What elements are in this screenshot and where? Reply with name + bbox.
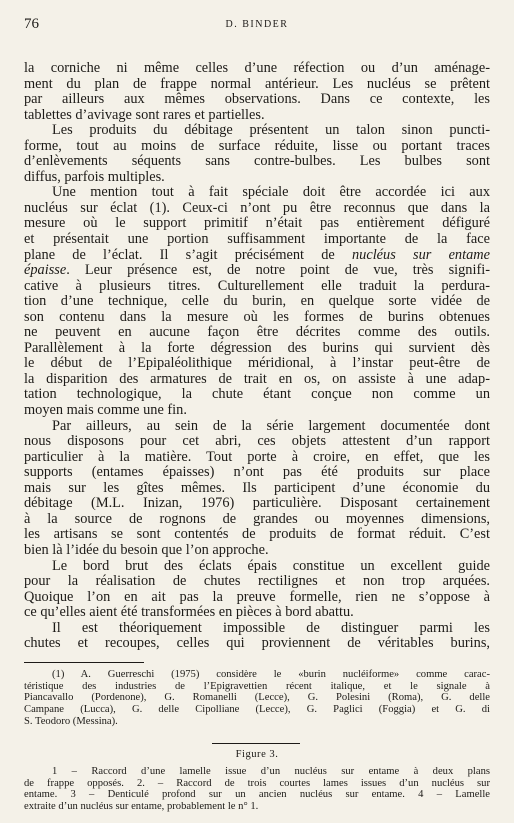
body-line: et présentait une portion suffisamment importante de la face <box>24 231 490 248</box>
caption-line: de frappe opposés. 2. – Raccord de trois courtes lames issues d’un nucléus sur <box>24 777 490 789</box>
body-line: tablettes d’avivage sont rares et partielles. <box>24 106 265 123</box>
body-text-run: . Leur présence est, de notre point de vue, très signifi- <box>66 262 490 279</box>
body-line: son contenu dans la mesure où les formes de burins obtenues <box>24 308 490 325</box>
body-line: ce qu’elles aient été transformées en pièces à bord abattu. <box>24 604 354 621</box>
body-line: cative à plusieurs titres. Culturellement elle traduit la perdura- <box>24 277 490 294</box>
body-line: tion d’une technique, celle du burin, en quelque sorte vidée de <box>24 293 490 310</box>
body-line: à la source de rognons de grandes ou moyennes dimensions, <box>24 510 490 527</box>
body-line: Par ailleurs, au sein de la série largement documentée dont <box>52 417 490 434</box>
footnote <box>24 669 490 728</box>
figure-caption <box>24 766 490 813</box>
italic-term: nucléus sur entame <box>351 246 490 263</box>
body-line: Les produits du débitage présentent un talon sinon puncti- <box>52 122 490 139</box>
body-line <box>24 263 490 279</box>
figure-title: Figure 3. <box>235 749 279 760</box>
body-line: d’enlèvements séquents sans contre-bulbes. Les bulbes sont <box>24 153 490 170</box>
body-line: supports (entames épaisses) n’ont pas été produits sur place <box>24 464 490 481</box>
body-line: bien là l’idée du besoin que l’on approche. <box>24 541 269 558</box>
body-line: par ailleurs aux mêmes observations. Dans ce contexte, les <box>24 91 490 108</box>
body-line: pour la réalisation de chutes rectilignes et non trop arquées. <box>24 573 490 590</box>
footnote-line: Piancavallo (Pordenone), G. Romanelli (Lecce), G. Polesini (Roma), G. delle <box>24 692 490 704</box>
footnote-line: téristique des industries de l’Epigravettien récent italique, et le signale à <box>24 680 490 692</box>
body-line: le début de l’Epipaléolithique méridional, à l’instar peut-être de <box>24 355 490 372</box>
body-line: Le bord brut des éclats épais constitue un excellent guide <box>52 557 490 574</box>
body-line: débitage (M.L. Inizan, 1976) particulière. Disposant certainement <box>24 495 490 512</box>
body-line: Quoique l’on en ait pas la preuve formelle, rien ne s’oppose à <box>24 588 490 605</box>
page-header <box>24 16 490 32</box>
body-line: tation technologique, la chute étant conçue non comme un <box>24 386 490 403</box>
body-line: nucléus sur éclat (1). Ceux-ci n’ont pu être reconnus que dans la <box>24 199 490 216</box>
body-line: la disparition des armatures de trait en os, on assiste à une adap- <box>24 370 490 387</box>
caption-line: extraite d’un nucléus sur entame, probablement le n° 1. <box>24 801 259 813</box>
body-text <box>24 61 490 652</box>
page-number: 76 <box>24 16 39 32</box>
body-line: mais sur les gîtes mêmes. Ils participent d’une économie du <box>24 479 490 496</box>
running-head: D. BINDER <box>225 19 289 30</box>
body-line: Il est théoriquement impossible de distinguer parmi les <box>52 619 490 636</box>
footnote-line: (1) A. Guerreschi (1975) considère le «burin nucléiforme» comme carac- <box>52 669 490 680</box>
body-line: mesure où le support primitif n’était pas entièrement défiguré <box>24 215 490 232</box>
body-line: particulier à la matière. Tout porte à croire, en effet, que les <box>24 448 490 465</box>
body-line: nous disposons pour cet abri, ces objets attestent d’un rapport <box>24 433 490 450</box>
body-line: Une mention tout à fait spéciale doit être accordée ici aux <box>52 184 490 201</box>
body-line: ne peuvent en aucune façon être décrites comme des outils. <box>24 324 490 341</box>
figure-divider <box>212 743 300 744</box>
footnote-line: Campane (Lucca), G. delle Cipolliane (Lecce), G. Paglici (Foggia) et G. di <box>24 704 490 716</box>
footnote-line: S. Teodoro (Messina). <box>24 715 118 727</box>
body-line: les artisans se sont contentés de produits de format réduit. C’est <box>24 526 490 543</box>
body-text-run: plane de l’éclat. Il s’agit précisément de <box>24 246 352 263</box>
body-line: moyen mais comme une fin. <box>24 402 187 419</box>
body-line <box>24 248 490 264</box>
body-line: ment du plan de frappe normal antérieur. Les nucléus se prêtent <box>24 75 490 92</box>
body-line: forme, tout au moins de surface réduite, lisse ou portant traces <box>24 137 490 154</box>
body-line: la corniche ni même celles d’une réfection ou d’un aménage- <box>24 60 490 76</box>
body-line: diffus, parfois multiples. <box>24 168 165 185</box>
italic-term: épaisse <box>24 262 67 279</box>
body-line: chutes et recoupes, celles qui proviennent de véritables burins, <box>24 635 490 652</box>
caption-line: 1 – Raccord d’une lamelle issue d’un nucléus sur entame à deux plans <box>52 766 490 777</box>
body-line: Parallèlement à la forte dégression des burins qui survient dès <box>24 339 490 356</box>
caption-line: entame. 3 – Denticulé profond sur un ancien nucléus sur entame. 4 – Lamelle <box>24 789 490 801</box>
footnote-divider <box>24 662 144 663</box>
